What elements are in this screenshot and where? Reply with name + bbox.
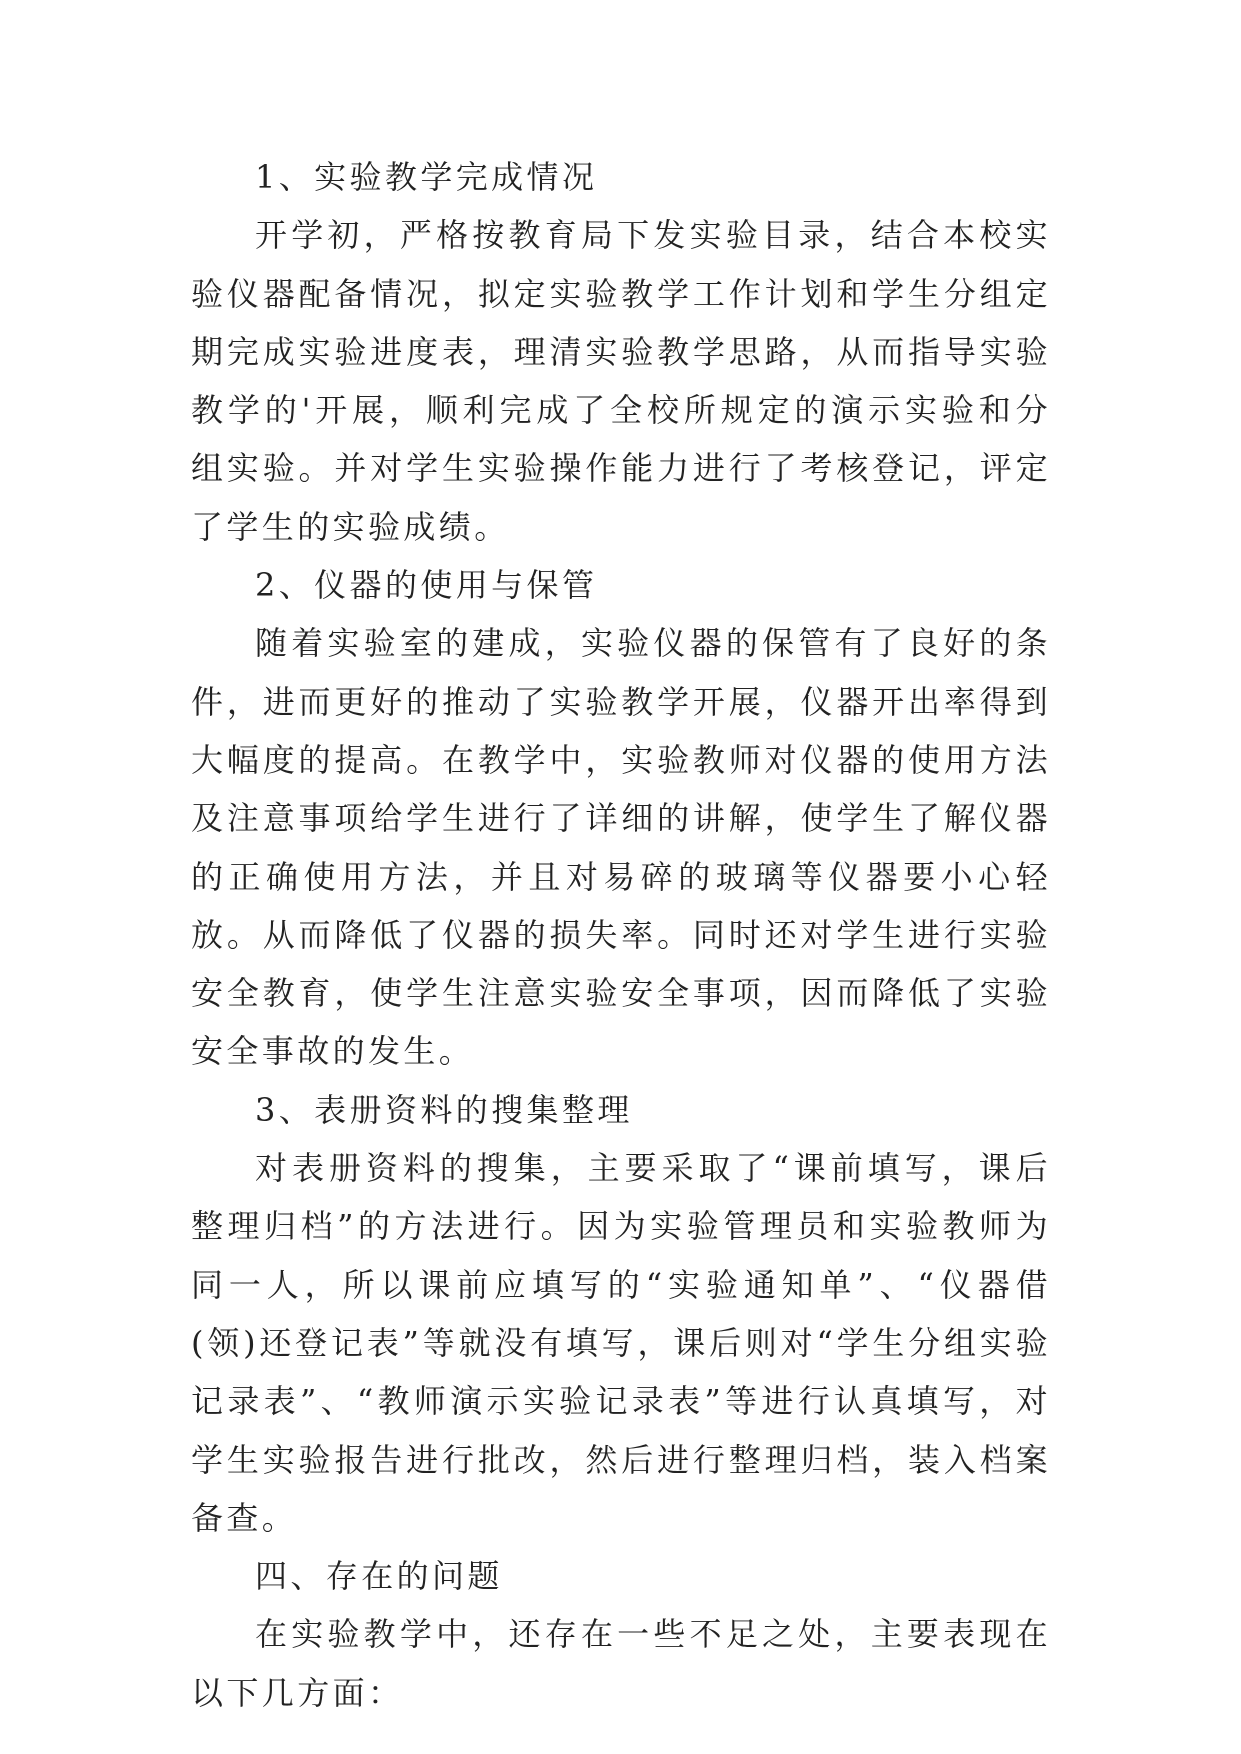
document-body — [191, 148, 1051, 1722]
section-heading-4: 四、存在的问题 — [255, 1557, 503, 1596]
paragraph-problems: 在实验教学中，还存在一些不足之处，主要表现在以下几方面： — [191, 1615, 1051, 1712]
paragraph-experiment-teaching: 开学初，严格按教育局下发实验目录，结合本校实验仪器配备情况，拟定实验教学工作计划和学生分组定期完成实验进度表，理清实验教学思路，从而指导实验教学的'开展，顺利完成了全校所规定的演示实验和分组实验。并对学生实验操作能力进行了考核登记，评定了学生的实验成绩。 — [191, 216, 1051, 546]
section-heading-2: 2、仪器的使用与保管 — [255, 566, 598, 605]
section-heading-3: 3、表册资料的搜集整理 — [255, 1090, 633, 1129]
section-heading-1: 1、实验教学完成情况 — [255, 158, 598, 196]
paragraph-records-collection: 对表册资料的搜集，主要采取了“课前填写，课后整理归档”的方法进行。因为实验管理员和实验教师为同一人，所以课前应填写的“实验通知单”、“仪器借(领)还登记表”等就没有填写，课后则对“学生分组实验记录表”、“教师演示实验记录表”等进行认真填写，对学生实验报告进行批改，然后进行整理归档，装入档案备查。 — [191, 1149, 1051, 1537]
paragraph-instrument-use: 随着实验室的建成，实验仪器的保管有了良好的条件，进而更好的推动了实验教学开展，仪器开出率得到大幅度的提高。在教学中，实验教师对仪器的使用方法及注意事项给学生进行了详细的讲解，使学生了解仪器的正确使用方法，并且对易碎的玻璃等仪器要小心轻放。从而降低了仪器的损失率。同时还对学生进行实验安全教育，使学生注意实验安全事项，因而降低了实验安全事故的发生。 — [191, 624, 1051, 1071]
